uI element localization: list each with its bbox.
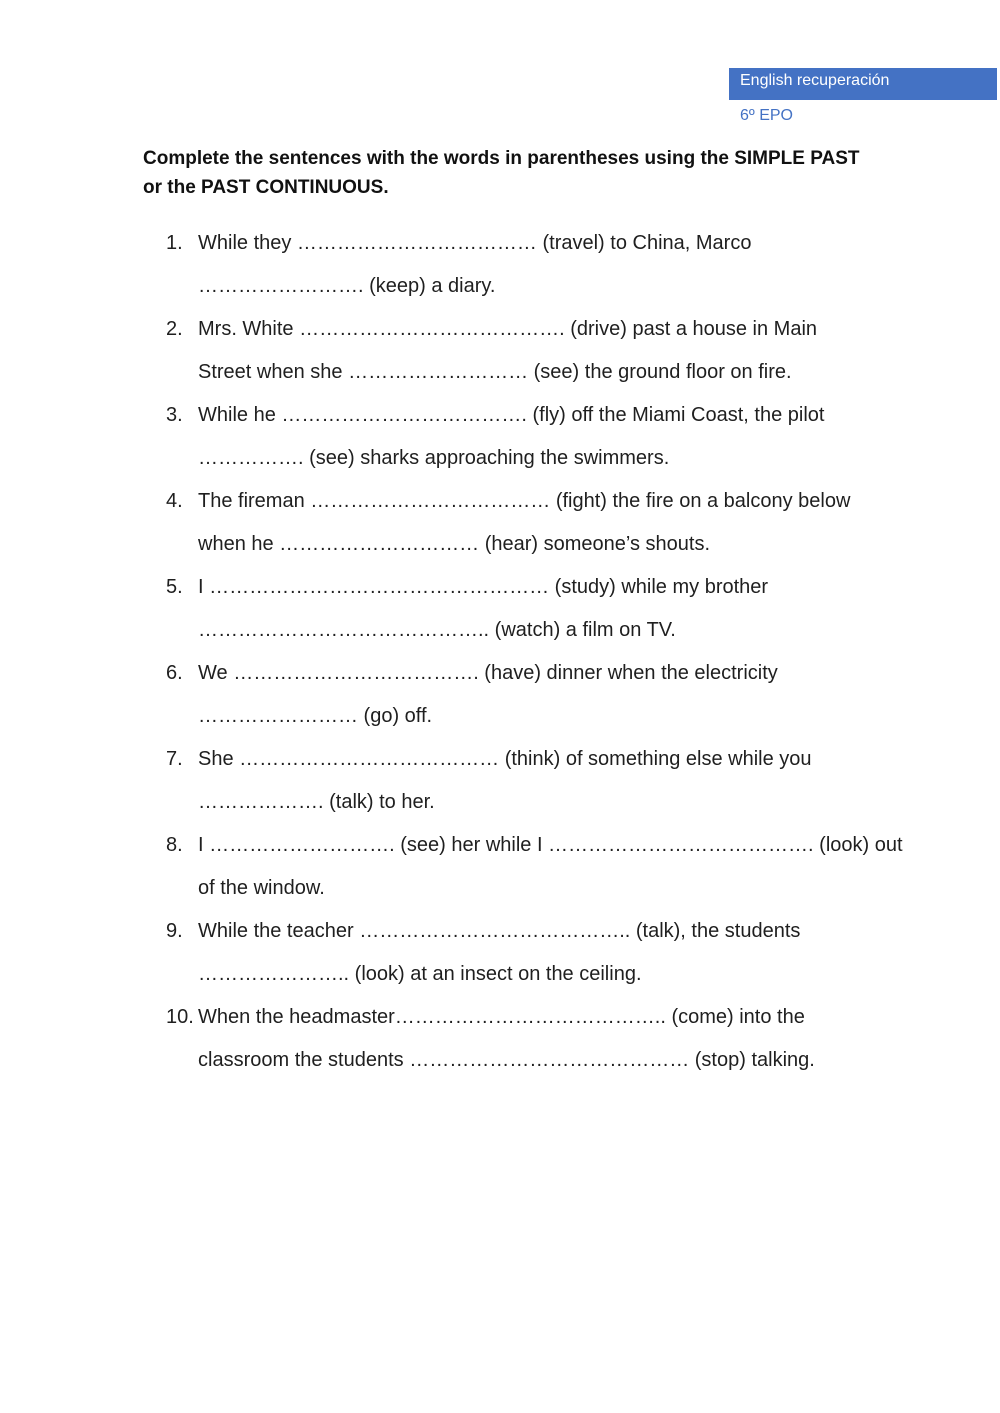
exercise-item	[166, 480, 866, 566]
exercise-item	[166, 222, 866, 308]
exercise-item	[166, 308, 866, 394]
exercise-number: 2.	[166, 318, 183, 340]
exercise-line: When the headmaster………………………………….. (come) into the	[198, 1006, 805, 1028]
exercise-line: of the window.	[198, 877, 325, 899]
exercise-line: …………………… (go) off.	[198, 705, 433, 727]
exercise-number: 9.	[166, 920, 183, 942]
exercise-number: 7.	[166, 748, 183, 770]
exercise-line: Street when she ……………………… (see) the ground floor on fire.	[198, 361, 792, 383]
exercise-list	[166, 222, 903, 1082]
exercise-line: Mrs. White …………………………………. (drive) past a house in Main	[198, 318, 818, 340]
exercise-number: 1.	[166, 232, 183, 254]
exercise-item	[166, 996, 866, 1082]
header-title: English recuperación	[729, 68, 997, 100]
exercise-line: ………………. (talk) to her.	[198, 791, 435, 813]
exercise-line: …………………………………….. (watch) a film on TV.	[198, 619, 676, 641]
exercise-line: when he ………………………… (hear) someone’s shouts.	[198, 533, 711, 555]
exercise-item	[166, 394, 866, 480]
exercise-line: While they ……………………………… (travel) to China, Marco	[198, 232, 752, 254]
exercise-line: While the teacher ………………………………….. (talk), the students	[198, 920, 801, 942]
instructions: Complete the sentences with the words in parentheses using the SIMPLE PAST or the PAST CONTINUOUS.	[143, 148, 860, 198]
exercise-number: 3.	[166, 404, 183, 426]
exercise-item	[166, 824, 903, 910]
exercise-number: 4.	[166, 490, 183, 512]
exercise-line: classroom the students …………………………………… (stop) talking.	[198, 1049, 815, 1071]
exercise-line: ……………. (see) sharks approaching the swimmers.	[198, 447, 670, 469]
exercise-number: 8.	[166, 834, 183, 856]
exercise-line: ………………….. (look) at an insect on the ceiling.	[198, 963, 642, 985]
exercise-number: 5.	[166, 576, 183, 598]
exercise-item	[166, 652, 866, 738]
exercise-line: We ………………………………. (have) dinner when the electricity	[198, 662, 778, 684]
exercise-number: 6.	[166, 662, 183, 684]
exercise-line: While he ………………………………. (fly) off the Miami Coast, the pilot	[198, 404, 825, 426]
exercise-item	[166, 566, 866, 652]
exercise-item	[166, 910, 866, 996]
exercise-line: I …………………………………………… (study) while my brother	[198, 576, 769, 598]
header-level: 6º EPO	[740, 107, 793, 124]
exercise-line: She ………………………………… (think) of something else while you	[198, 748, 812, 770]
exercise-line: ……………………. (keep) a diary.	[198, 275, 496, 297]
exercise-number: 10.	[166, 1006, 194, 1028]
exercise-item	[166, 738, 866, 824]
exercise-line: I ………………………. (see) her while I …………………………………. (look) out	[198, 834, 903, 856]
exercise-line: The fireman ……………………………… (fight) the fire on a balcony below	[198, 490, 851, 512]
